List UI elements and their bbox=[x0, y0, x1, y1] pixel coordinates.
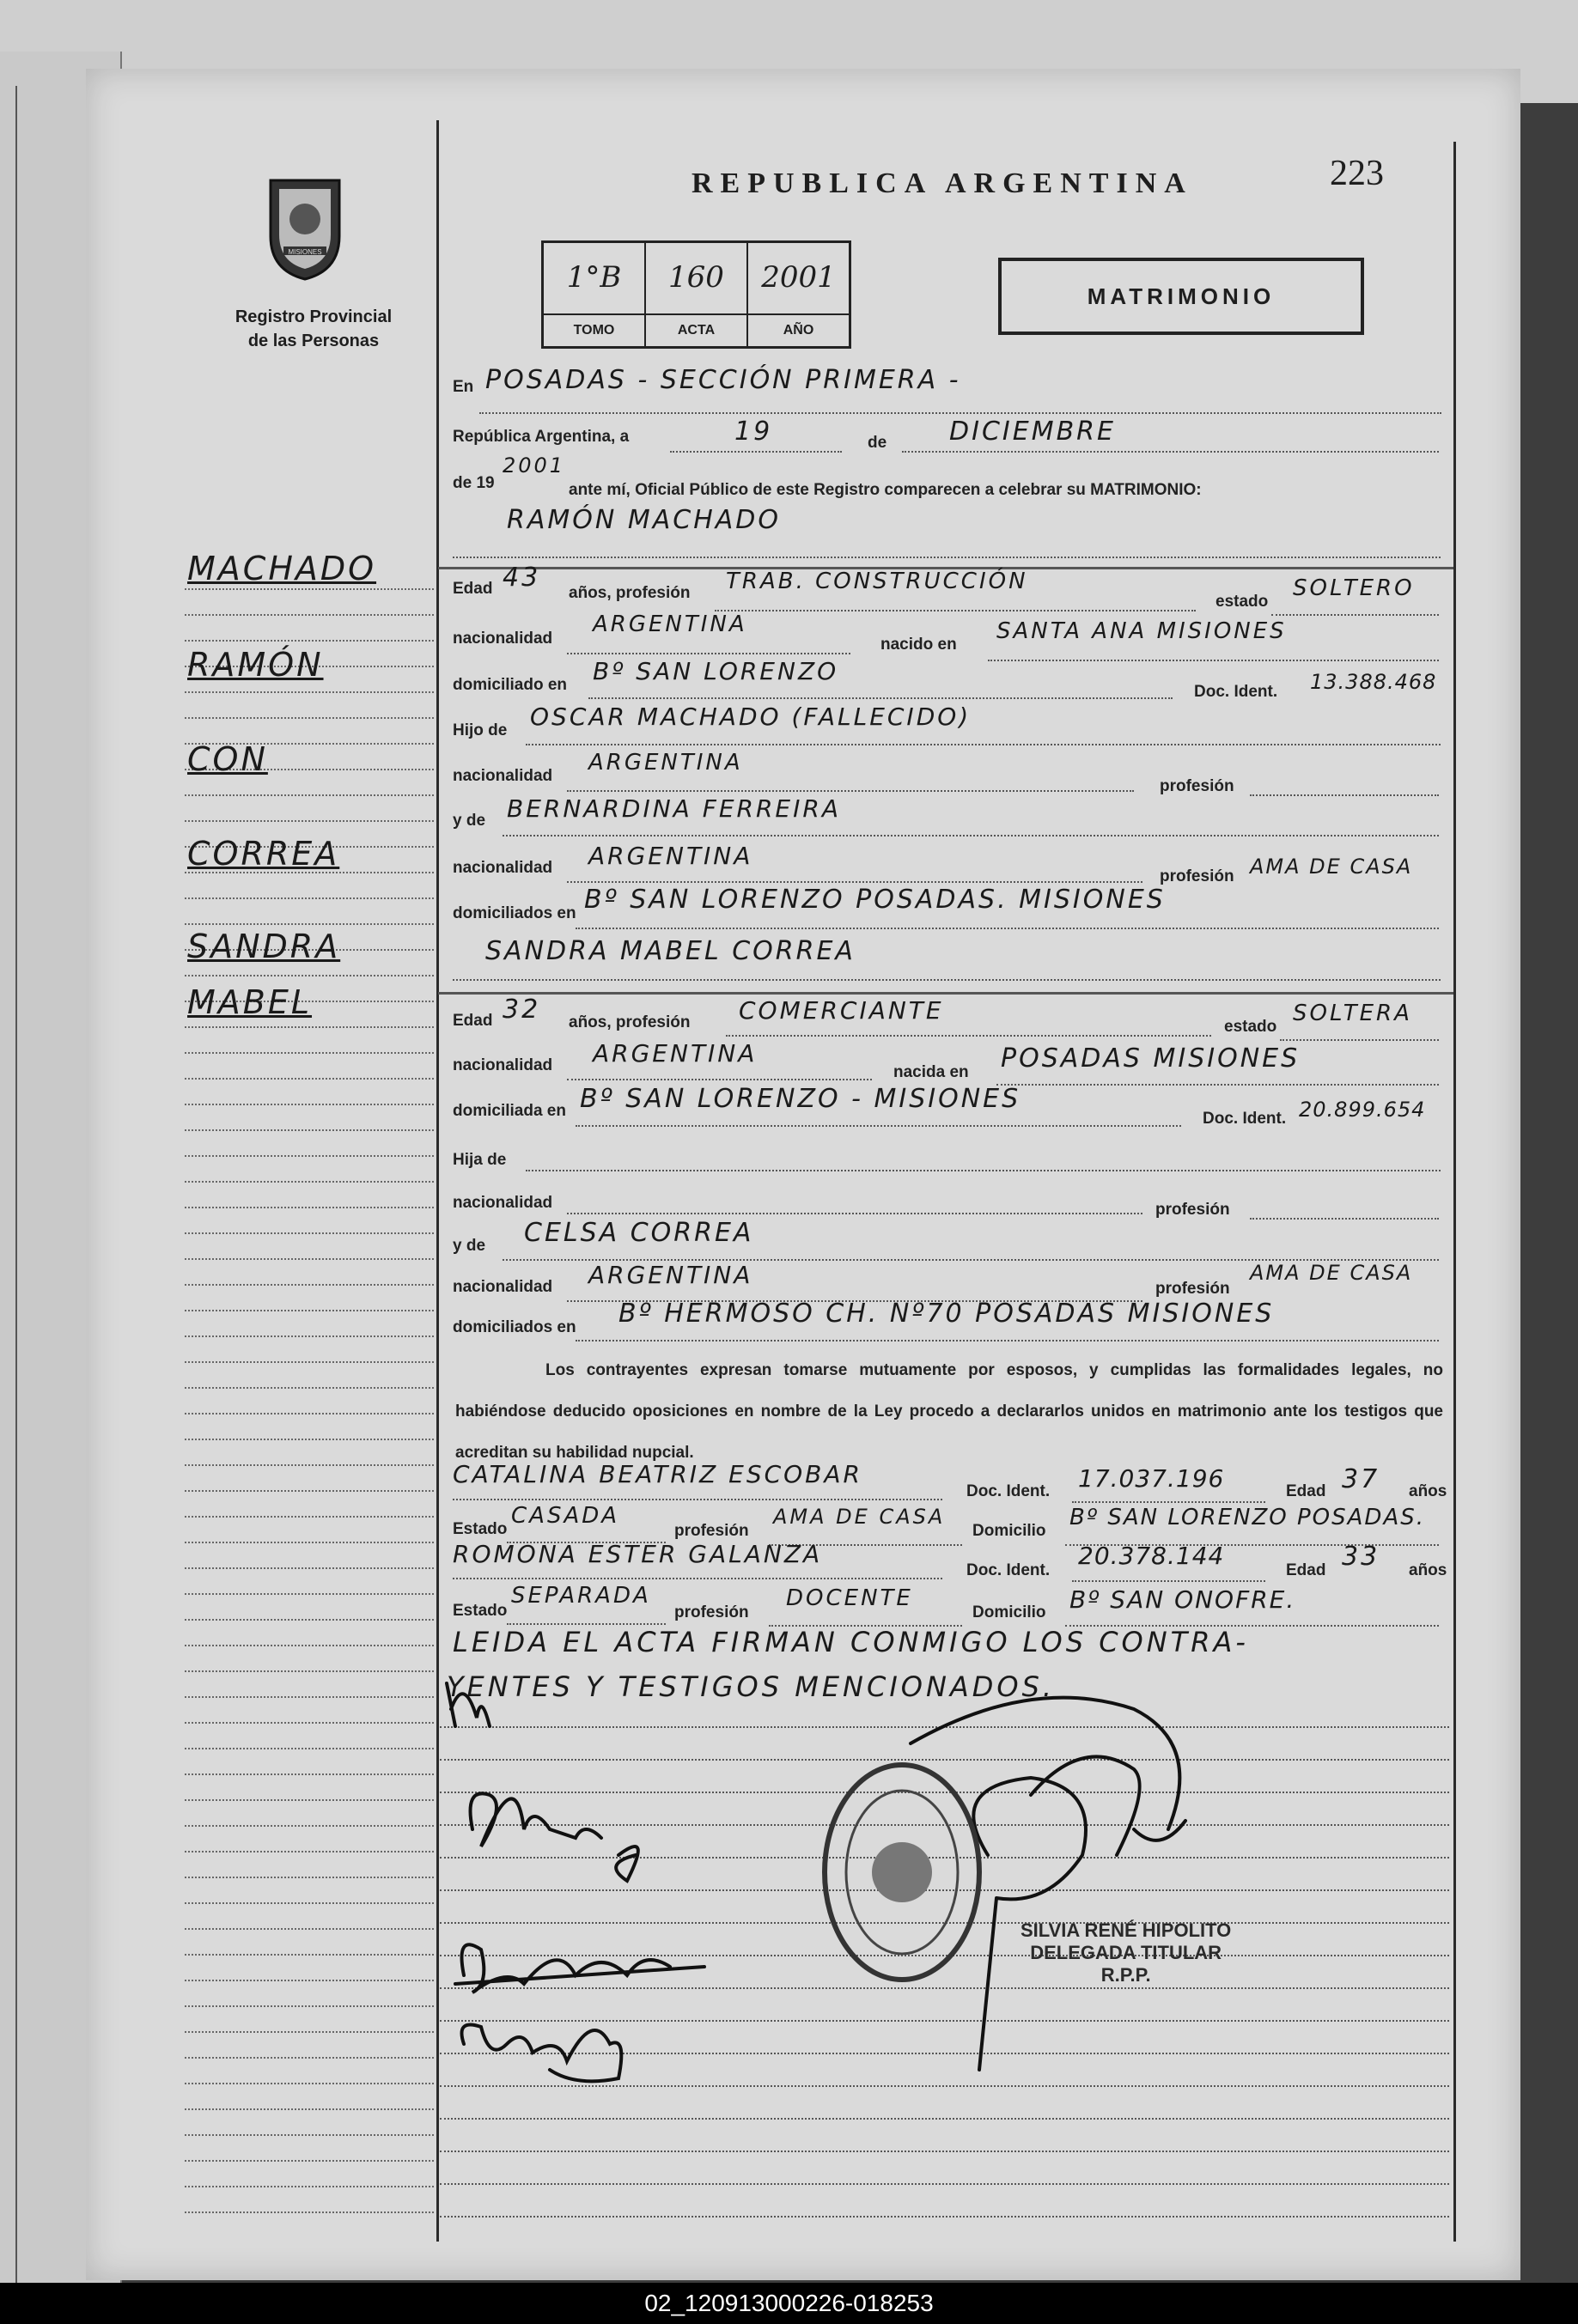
margin-rule-line bbox=[185, 614, 434, 616]
witness2-age: 33 bbox=[1342, 1542, 1380, 1572]
margin-rule-line bbox=[185, 1361, 434, 1363]
image-caption: 02_120913000226-018253 bbox=[0, 2283, 1578, 2324]
margin-rule-line bbox=[185, 1542, 434, 1543]
margin-rule-line bbox=[185, 691, 434, 693]
bride-nac-label: nacionalidad bbox=[453, 1056, 553, 1074]
month-line bbox=[902, 451, 1439, 453]
witness1-doc: 17.037.196 bbox=[1078, 1464, 1225, 1493]
margin-rule-line bbox=[185, 2134, 434, 2136]
witness1-estado: CASADA bbox=[511, 1503, 620, 1529]
bride-mother-prof-label: profesión bbox=[1155, 1280, 1230, 1298]
groom-edad-label: Edad bbox=[453, 580, 493, 598]
groom-parents-dom: Bº SAN LORENZO POSADAS. MISIONES bbox=[584, 885, 1166, 915]
witness1-age: 37 bbox=[1342, 1464, 1380, 1494]
margin-rule-line bbox=[185, 1104, 434, 1105]
margin-rule-line bbox=[185, 1078, 434, 1080]
margin-rule-line bbox=[185, 1877, 434, 1878]
groom-profession-line bbox=[715, 610, 1196, 611]
record-numbers-box bbox=[541, 240, 851, 349]
groom-mother-nat-line bbox=[567, 881, 1142, 883]
official-stamp bbox=[825, 1765, 979, 1980]
groom-estado-label: estado bbox=[1215, 593, 1269, 611]
margin-rule-line bbox=[185, 1773, 434, 1775]
witness2-domicile: Bº SAN ONOFRE. bbox=[1069, 1585, 1296, 1614]
margin-rule-line bbox=[185, 2083, 434, 2084]
margin-rule-line bbox=[185, 1052, 434, 1054]
groom-domicile: Bº SAN LORENZO bbox=[593, 657, 839, 685]
witness2-name-line bbox=[453, 1578, 942, 1579]
seal-text: MISIONES bbox=[288, 248, 322, 256]
bride-full-name: SANDRA MABEL CORREA bbox=[485, 936, 856, 966]
witness1-edad-label: Edad bbox=[1286, 1482, 1326, 1500]
groom-father: OSCAR MACHADO (FALLECIDO) bbox=[530, 703, 972, 731]
signature-groom bbox=[447, 1683, 490, 1726]
signature-witness2 bbox=[462, 2025, 622, 2082]
bride-parents-dom: Bº HERMOSO CH. Nº70 POSADAS MISIONES bbox=[618, 1299, 1275, 1329]
bride-domicile: Bº SAN LORENZO - MISIONES bbox=[580, 1084, 1021, 1114]
margin-rule-line bbox=[185, 640, 434, 642]
provincial-seal bbox=[253, 167, 356, 283]
margin-rule-line bbox=[185, 1954, 434, 1956]
margin-rule-line bbox=[185, 2211, 434, 2213]
groom-doc-label: Doc. Ident. bbox=[1194, 683, 1278, 701]
stamp-line1: SILVIA RENÉ HIPOLITO bbox=[1021, 1919, 1232, 1941]
margin-rule-line bbox=[185, 1232, 434, 1234]
margin-rule-line bbox=[185, 2160, 434, 2162]
witness1-estado-label: Estado bbox=[453, 1520, 508, 1538]
bride-domicile-line bbox=[576, 1125, 1181, 1127]
witness2-edad-label: Edad bbox=[1286, 1561, 1326, 1579]
groom-profession: TRAB. CONSTRUCCIÓN bbox=[726, 569, 1028, 594]
margin-rule-line bbox=[185, 1851, 434, 1853]
tomo-value: 1°B bbox=[566, 260, 622, 295]
groom-mother: BERNARDINA FERREIRA bbox=[507, 794, 841, 823]
margin-rule-line bbox=[185, 2057, 434, 2059]
bride-anos-label: años, profesión bbox=[569, 1013, 691, 1031]
witness2-estado-line bbox=[507, 1623, 666, 1625]
bride-name-line bbox=[453, 979, 1441, 981]
bride-edad-label: Edad bbox=[453, 1012, 493, 1030]
bride-age: 32 bbox=[503, 995, 541, 1025]
bride-father-line bbox=[526, 1170, 1441, 1171]
witness2-doc-line bbox=[1072, 1580, 1265, 1582]
margin-rule-line bbox=[185, 1799, 434, 1801]
signature-witness1 bbox=[455, 1944, 704, 1992]
bride-father-prof-line bbox=[1250, 1218, 1439, 1220]
margin-rule-line bbox=[185, 1439, 434, 1440]
margin-rule-line bbox=[185, 1026, 434, 1028]
groom-nationality: ARGENTINA bbox=[593, 611, 747, 637]
bride-birthplace: POSADAS MISIONES bbox=[1001, 1043, 1301, 1074]
body-rule-line bbox=[440, 2183, 1449, 2185]
margin-rule-line bbox=[185, 1181, 434, 1183]
margin-rule-line bbox=[185, 2005, 434, 2007]
de-label: de bbox=[868, 434, 887, 452]
declaration-text: Los contrayentes expresan tomarse mutuamente por esposos, y cumplidas las formalidades legales, no habiéndose deducido oposiciones en nombre de la Ley procedo a declararlos unidos en matrimonio ante los testigos que acreditan su habilidad nupcial. bbox=[455, 1361, 1443, 1462]
bride-nationality: ARGENTINA bbox=[593, 1039, 758, 1068]
margin-rule-line bbox=[185, 1387, 434, 1389]
groom-nationality-line bbox=[567, 653, 850, 654]
right-rule bbox=[1453, 142, 1456, 2242]
margin-rule-line bbox=[185, 897, 434, 899]
republica-label: República Argentina, a bbox=[453, 428, 630, 446]
place-line bbox=[479, 412, 1441, 414]
margin-rule-line bbox=[185, 1980, 434, 1981]
margin-rule-line bbox=[185, 1696, 434, 1698]
signature-bride bbox=[471, 1793, 638, 1881]
country-title: REPUBLICA ARGENTINA bbox=[692, 167, 1193, 199]
groom-dom-label: domiciliado en bbox=[453, 676, 568, 694]
bride-mother-nac-label: nacionalidad bbox=[453, 1278, 553, 1296]
margin-name-5: SANDRA bbox=[187, 928, 341, 965]
margin-rule-line bbox=[185, 1722, 434, 1724]
margin-rule-line bbox=[185, 975, 434, 976]
tomo-cell bbox=[544, 243, 646, 346]
month-value: DICIEMBRE bbox=[949, 417, 1116, 447]
official-stamp-text bbox=[1021, 1919, 1231, 1986]
margin-name-6: MABEL bbox=[187, 983, 313, 1021]
witness1-doc-line bbox=[1072, 1501, 1265, 1503]
registry-name bbox=[198, 305, 430, 353]
bride-parents-dom-label: domiciliados en bbox=[453, 1318, 576, 1336]
stamp-line3: R.P.P. bbox=[1100, 1964, 1151, 1986]
bride-estado-line bbox=[1280, 1039, 1439, 1041]
groom-age: 43 bbox=[503, 563, 541, 593]
margin-rule-line bbox=[185, 2186, 434, 2187]
bride-father-nac-label: nacionalidad bbox=[453, 1194, 553, 1212]
margin-rule-line bbox=[185, 1490, 434, 1492]
groom-hijo-label: Hijo de bbox=[453, 721, 508, 739]
year-label: de 19 bbox=[453, 474, 495, 492]
signature-official bbox=[911, 1698, 1185, 2070]
bride-nacida-label: nacida en bbox=[893, 1063, 969, 1081]
margin-rule-line bbox=[185, 1284, 434, 1286]
margin-rule-line bbox=[185, 1129, 434, 1131]
witness1-name-line bbox=[453, 1499, 942, 1500]
margin-rule-line bbox=[185, 820, 434, 822]
acta-label: ACTA bbox=[646, 313, 746, 346]
body-rule-line bbox=[440, 2118, 1449, 2120]
witness2-profession: DOCENTE bbox=[786, 1585, 913, 1611]
margin-rule-line bbox=[185, 1207, 434, 1208]
margin-rule-line bbox=[185, 1567, 434, 1569]
groom-nac-label: nacionalidad bbox=[453, 630, 553, 648]
closing-line2: YENTES Y TESTIGOS MENCIONADOS. bbox=[447, 1670, 1056, 1703]
bride-mother: CELSA CORREA bbox=[524, 1218, 754, 1248]
groom-father-prof-label: profesión bbox=[1160, 777, 1234, 795]
groom-father-prof-line bbox=[1250, 794, 1439, 796]
witness1-profession: AMA DE CASA bbox=[773, 1505, 946, 1529]
groom-nacido-label: nacido en bbox=[880, 636, 957, 654]
witness2-anos-label: años bbox=[1409, 1561, 1447, 1579]
witness1-prof-label: profesión bbox=[674, 1522, 749, 1540]
witness2-doc-label: Doc. Ident. bbox=[966, 1561, 1051, 1579]
witness2-dom-label: Domicilio bbox=[972, 1603, 1046, 1621]
page-edge bbox=[15, 86, 17, 2284]
margin-rule-line bbox=[185, 1155, 434, 1157]
groom-domicile-line bbox=[588, 697, 1173, 699]
witness1-doc-label: Doc. Ident. bbox=[966, 1482, 1051, 1500]
witness2-estado-label: Estado bbox=[453, 1602, 508, 1620]
margin-name-1: MACHADO bbox=[187, 550, 377, 587]
bride-birthplace-line bbox=[996, 1084, 1439, 1086]
body-rule-line bbox=[440, 2216, 1449, 2218]
margin-rule-line bbox=[185, 1619, 434, 1621]
groom-birthplace: SANTA ANA MISIONES bbox=[996, 618, 1287, 644]
tomo-label: TOMO bbox=[544, 313, 644, 346]
witness2-name: ROMONA ESTER GALANZA bbox=[453, 1540, 823, 1568]
margin-rule-line bbox=[185, 2031, 434, 2033]
margin-rule-line bbox=[185, 1593, 434, 1595]
margin-rule-line bbox=[185, 1825, 434, 1827]
bride-profession: COMERCIANTE bbox=[739, 996, 944, 1025]
groom-estado-line bbox=[1271, 614, 1439, 616]
groom-doc: 13.388.468 bbox=[1310, 670, 1437, 694]
bride-dom-label: domiciliada en bbox=[453, 1102, 566, 1120]
groom-mother-nac-label: nacionalidad bbox=[453, 859, 553, 877]
bride-mother-nat: ARGENTINA bbox=[588, 1261, 753, 1289]
bride-estado-label: estado bbox=[1224, 1018, 1277, 1036]
section-divider-2 bbox=[438, 992, 1453, 995]
anio-value: 2001 bbox=[761, 260, 836, 295]
groom-estado: SOLTERO bbox=[1293, 575, 1415, 601]
bride-doc: 20.899.654 bbox=[1299, 1098, 1426, 1122]
groom-mother-nat: ARGENTINA bbox=[588, 842, 753, 870]
margin-rule-line bbox=[185, 1928, 434, 1930]
margin-name-4: CORREA bbox=[187, 835, 340, 873]
groom-mother-prof: AMA DE CASA bbox=[1250, 855, 1413, 879]
bride-parents-dom-line bbox=[576, 1340, 1439, 1341]
bride-profession-line bbox=[726, 1035, 1211, 1037]
groom-father-nat: ARGENTINA bbox=[588, 750, 743, 776]
anio-cell bbox=[748, 243, 849, 346]
margin-rule-line bbox=[185, 1464, 434, 1466]
witness2-estado: SEPARADA bbox=[511, 1583, 651, 1609]
margin-rule-line bbox=[185, 1645, 434, 1646]
groom-father-line bbox=[526, 744, 1441, 745]
groom-name-line bbox=[453, 557, 1441, 558]
body-rule-line bbox=[440, 2151, 1449, 2152]
witness1-domicile: Bº SAN LORENZO POSADAS. bbox=[1069, 1505, 1425, 1530]
registry-line2: de las Personas bbox=[247, 332, 380, 350]
signatures-area bbox=[430, 1658, 1374, 2104]
witness2-doc: 20.378.144 bbox=[1078, 1542, 1225, 1570]
witness1-anos-label: años bbox=[1409, 1482, 1447, 1500]
bride-doc-label: Doc. Ident. bbox=[1203, 1110, 1287, 1128]
groom-yde-label: y de bbox=[453, 812, 486, 830]
witness1-name: CATALINA BEATRIZ ESCOBAR bbox=[453, 1460, 863, 1488]
ante-text: ante mí, Oficial Público de este Registro comparecen a celebrar su MATRIMONIO: bbox=[569, 481, 1202, 499]
groom-father-nat-line bbox=[567, 790, 1134, 792]
groom-father-nac-label: nacionalidad bbox=[453, 767, 553, 785]
margin-rule-line bbox=[185, 1670, 434, 1672]
groom-parents-dom-label: domiciliados en bbox=[453, 904, 576, 922]
groom-birthplace-line bbox=[988, 660, 1439, 661]
day-line bbox=[670, 451, 842, 453]
page-number: 223 bbox=[1330, 154, 1384, 193]
bride-hija-label: Hija de bbox=[453, 1151, 507, 1169]
groom-parents-dom-line bbox=[576, 928, 1439, 929]
margin-rule-line bbox=[185, 1516, 434, 1518]
margin-rule-line bbox=[185, 1413, 434, 1414]
margin-rule-line bbox=[185, 588, 434, 590]
witness2-prof-label: profesión bbox=[674, 1603, 749, 1621]
closing-line1: LEIDA EL ACTA FIRMAN CONMIGO LOS CONTRA- bbox=[453, 1626, 1249, 1658]
en-label: En bbox=[453, 378, 474, 396]
record-type-box: MATRIMONIO bbox=[998, 258, 1364, 335]
groom-anos-label: años, profesión bbox=[569, 584, 691, 602]
bride-father-nat-line bbox=[567, 1213, 1142, 1214]
day-value: 19 bbox=[734, 417, 773, 447]
margin-rule-line bbox=[185, 1258, 434, 1260]
witness1-dom-label: Domicilio bbox=[972, 1522, 1046, 1540]
anio-label: AÑO bbox=[748, 313, 849, 346]
bride-nationality-line bbox=[567, 1079, 872, 1080]
margin-rule-line bbox=[185, 1335, 434, 1337]
margin-rule-line bbox=[185, 794, 434, 796]
margin-rule-line bbox=[185, 1748, 434, 1749]
bride-estado: SOLTERA bbox=[1293, 1001, 1412, 1026]
groom-mother-prof-label: profesión bbox=[1160, 867, 1234, 885]
groom-mother-line bbox=[503, 835, 1439, 837]
stamp-line2: DELEGADA TITULAR bbox=[1030, 1942, 1222, 1963]
acta-value: 160 bbox=[668, 260, 724, 295]
bride-mother-prof: AMA DE CASA bbox=[1250, 1261, 1413, 1285]
margin-rule-line bbox=[185, 2108, 434, 2110]
margin-rule-line bbox=[185, 923, 434, 925]
margin-name-2: RAMÓN bbox=[187, 646, 324, 684]
registry-line1: Registro Provincial bbox=[235, 307, 393, 326]
groom-full-name: RAMÓN MACHADO bbox=[507, 505, 781, 535]
place-value: POSADAS - SECCIÓN PRIMERA - bbox=[485, 365, 961, 395]
bride-yde-label: y de bbox=[453, 1237, 486, 1255]
acta-cell bbox=[646, 243, 748, 346]
bride-father-prof-label: profesión bbox=[1155, 1201, 1230, 1219]
margin-rule-line bbox=[185, 1310, 434, 1311]
year-value: 2001 bbox=[503, 453, 566, 478]
margin-rule-line bbox=[185, 1902, 434, 1904]
margin-name-3: CON bbox=[187, 740, 268, 778]
margin-rule-line bbox=[185, 717, 434, 719]
